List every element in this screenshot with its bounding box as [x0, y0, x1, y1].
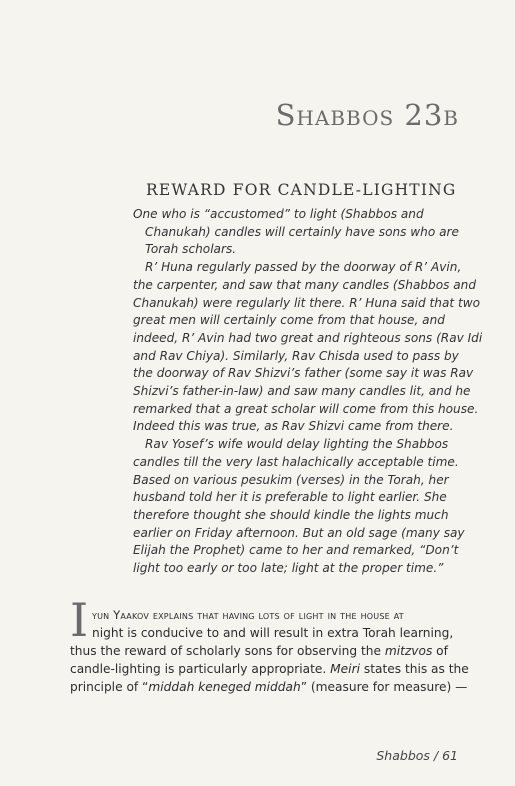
passage-line: husband told her it is preferable to light earlier. She [133, 490, 447, 505]
passage-line: remarked that a great scholar will come from this house. [133, 401, 479, 416]
commentary-text: candle-lighting is particularly appropriate. [70, 662, 331, 676]
passage-line: light too early or too late; light at the proper time.” [133, 561, 444, 576]
passage-line: earlier on Friday afternoon. But an old sage (many say [133, 525, 465, 540]
passage-line: candles till the very last halachically acceptable time. [133, 454, 459, 469]
passage-line: Indeed this was true, as Rav Shizvi came from there. [133, 419, 454, 434]
commentary-line: night is conducive to and will result in extra Torah learning, [92, 626, 454, 640]
commentary-italic: middah keneged middah [148, 680, 301, 694]
passage-line: Rav Yosef’s wife would delay lighting the Shabbos [145, 437, 449, 452]
commentary-italic: Meiri [330, 662, 360, 676]
passage-line: Shizvi’s father-in-law) and saw many candles lit, and he [133, 384, 471, 399]
commentary-line [70, 606, 460, 624]
commentary-smallcaps: yun Yaakov explains that having lots of light in the house at [92, 608, 404, 622]
talmud-passage [133, 206, 483, 578]
commentary-text: ” (measure for measure) — [300, 680, 468, 694]
section-heading: REWARD FOR CANDLE-LIGHTING [146, 181, 457, 199]
commentary-text: states this as the [359, 662, 469, 676]
passage-line: Based on various pesukim (verses) in the Torah, her [133, 472, 449, 487]
commentary-line [70, 660, 469, 678]
passage-line: One who is “accustomed” to light (Shabbos and [133, 207, 424, 221]
chapter-title: Shabbos 23b [275, 98, 459, 132]
commentary-italic: mitzvos [384, 644, 433, 658]
drop-cap: I [70, 593, 89, 647]
passage-line: the carpenter, and saw that many candles (Shabbos and [133, 277, 477, 292]
passage-line: Elijah the Prophet) came to her and remarked, “Don’t [133, 543, 459, 558]
commentary-text: of [432, 644, 448, 658]
passage-line: Chanukah) candles will certainly have sons who are [145, 224, 459, 239]
passage-line: indeed, R’ Avin had two great and righteous sons (Rav Idi [133, 330, 483, 345]
commentary-text: principle of “ [70, 680, 149, 694]
passage-line: therefore thought she should kindle the lights much [133, 507, 449, 522]
passage-line: R’ Huna regularly passed by the doorway of R’ Avin, [145, 260, 462, 275]
commentary-line [70, 642, 460, 660]
commentary-paragraph [70, 606, 469, 696]
passage-line: Chanukah) were regularly lit there. R’ Huna said that two [133, 295, 480, 310]
commentary-line [70, 678, 468, 696]
passage-line: and Rav Chiya). Similarly, Rav Chisda used to pass by [133, 348, 459, 363]
passage-line: great men will certainly come from that house, and [133, 313, 445, 328]
passage-line: the doorway of Rav Shizvi’s father (some say it was Rav [133, 366, 474, 381]
commentary-text: thus the reward of scholarly sons for observing the [70, 644, 385, 658]
passage-line: Torah scholars. [145, 242, 237, 257]
page-footer: Shabbos / 61 [376, 748, 458, 763]
